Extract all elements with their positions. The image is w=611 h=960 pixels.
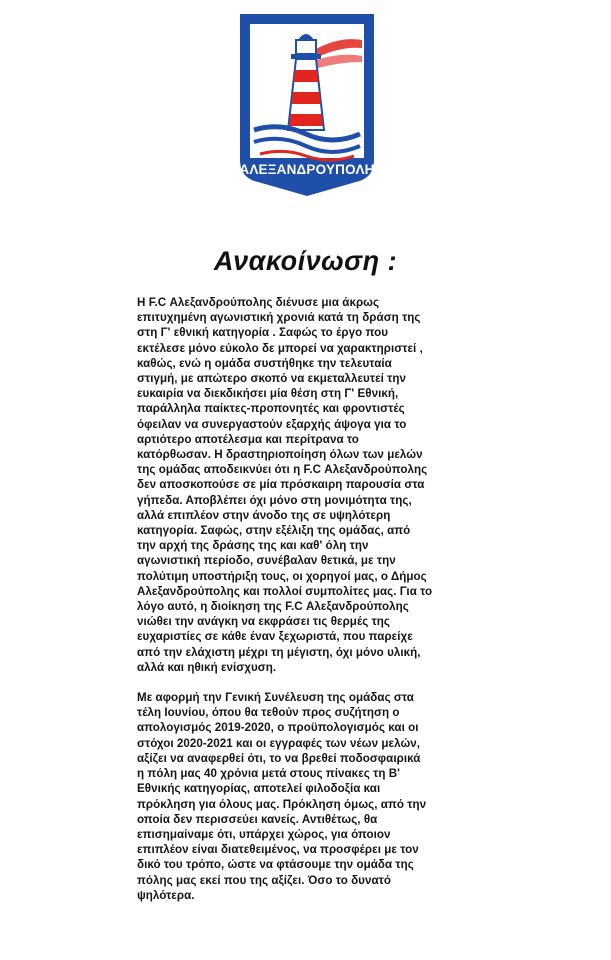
tower-stripe — [291, 92, 320, 104]
announcement-paragraph: Η F.C Αλεξανδρούπολης διένυσε μια άκρως επιτυχημένη αγωνιστική χρονιά κατά τη δράση της στη Γ' εθνική κατηγορία . Σαφώς το έργο που εκτέλεσε μόνο εύκολο δε μπορεί να χαρακτηριστεί , καθώς, ενώ η ομάδα συστήθηκε την τελευταία στιγμή, με απώτερο σκοπό να εκμεταλλευτεί την ευκαιρία να διεκδικήσει μία θέση στη Γ' Εθνική, παράλληλα παίκτες-προπονητές και φροντιστές όφειλαν να συνεργαστούν εξαρχής άψογα για το αρτιότερο αποτέλεσμα και περίτρανα το κατόρθωσαν. Η δραστηριοποίηση όλων των μελών της ομάδας αποδεικνύει ότι η F.C Αλεξανδρούπολης δεν αποσκοπούσε σε μία πρόσκαιρη παρουσία στα γήπεδα. Αποβλέπει όχι μόνο στη μονιμότητα της, αλλά επιπλέον στην άνοδο της σε υψηλότερη κατηγορία. Σαφώς, στην εξέλιξη της ομάδας, από την αρχή της δράσης της και καθ' όλη την αγωνιστική περίοδο, συνέβαλαν θετικά, με την πολύτιμη υποστήριξη τους, οι χορηγοί μας, ο Δήμος Αλεξανδρούπολης και πολλοί συμπολίτες μας. Για το λόγο αυτό, η διοίκηση της F.C Αλεξανδρούπολης νιώθει την ανάγκη να εκφράσει τις θερμές της ευχαριστίες σε κάθε έναν ξεχωριστά, που παρείχε από την ελάχιστη μέχρι τη μέγιστη, όχι μόνο υλική, αλλά και ηθική ενίσχυση. — [137, 296, 433, 674]
announcement-title: Ανακοίνωση : — [213, 246, 398, 276]
announcement-body — [137, 295, 487, 903]
lighthouse-lamp — [296, 40, 316, 54]
tower-stripe — [294, 70, 319, 82]
tower-stripe — [289, 114, 323, 126]
lighthouse-icon — [236, 10, 378, 200]
announcement-paragraph: Με αφορμή την Γενική Συνέλευση της ομάδας στα τέλη Ιουνίου, όπου θα τεθούν προς συζήτηση ο απολογισμός 2019-2020, ο προϋπολογισμός και οι στόχοι 2020-2021 και οι εγγραφές των νέων μελών, αξίζει να αναφερθεί ότι, το να βρεθεί ποδοσφαιρικά η πόλη μας 40 χρόνια μετά στους πίνακες τη Β' Εθνικής κατηγορίας, αποτελεί φιλοδοξία και πρόκληση για όλους μας. Πρόκληση όμως, από την οποία δεν περισσεύει κανείς. Αντιθέτως, θα επισημαίναμε ότι, υπάρχει χώρος, για όποιον επιπλέον είναι διατεθειμένος, να προσφέρει με τον δικό του τρόπο, ώστε να φτάσουμε την ομάδα της πόλης μας εκεί που της αξίζει. Όσο το δυνατό ψηλότερα. — [137, 691, 427, 902]
logo-text: ΑΛΕΞΑΝΔΡΟΥΠΟΛΗ — [239, 162, 375, 177]
club-logo — [236, 10, 378, 200]
